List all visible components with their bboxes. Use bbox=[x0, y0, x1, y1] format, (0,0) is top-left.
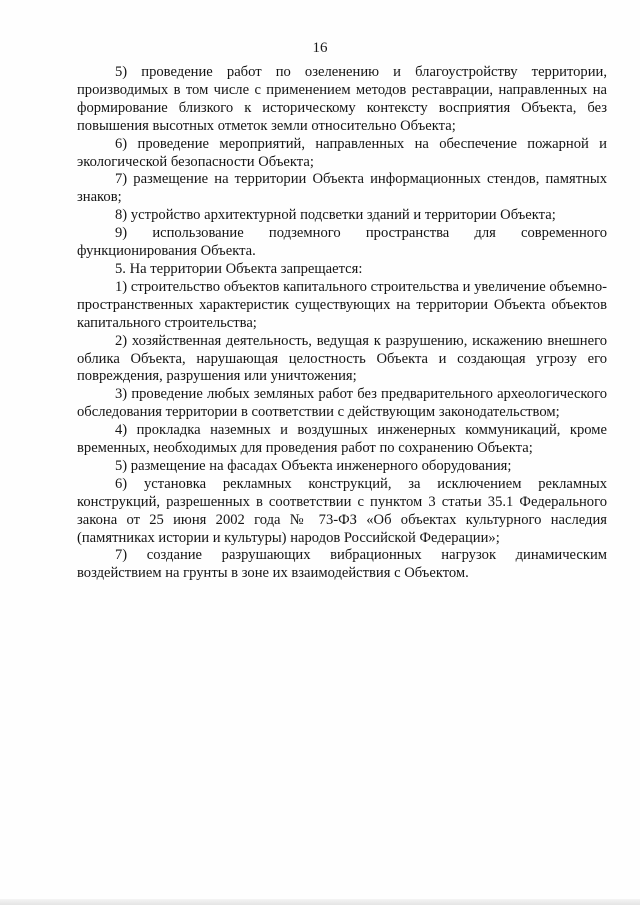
list-item-8-lighting: 8) устройство архитектурной подсветки зданий и территории Объекта; bbox=[115, 207, 556, 224]
list-item-5-landscaping: 5) проведение работ по озеленению и благоустройству территории, производимых в том числе с применением методов реставрации, направленных на формирование близкого к историческому контексту восприятия Объекта, без повышения высотных отметок земли относительно Объекта; bbox=[77, 64, 607, 134]
prohibited-item-4-utilities: 4) прокладка наземных и воздушных инженерных коммуникаций, кроме временных, необходимых для проведения работ по сохранению Объекта; bbox=[77, 422, 607, 457]
scan-bottom-edge bbox=[0, 899, 640, 905]
prohibited-item-3-earthworks: 3) проведение любых земляных работ без предварительного археологического обследования территории в соответствии с действующим законодательством; bbox=[77, 386, 607, 421]
prohibited-item-1-construction: 1) строительство объектов капитального строительства и увеличение объемно-пространственных характеристик существующих на территории Объекта объектов капитального строительства; bbox=[77, 278, 607, 331]
prohibited-item-5-facade-equipment: 5) размещение на фасадах Объекта инженерного оборудования; bbox=[115, 457, 512, 474]
list-item-9-underground: 9) использование подземного пространства для современного функционирования Объекта. bbox=[77, 225, 607, 260]
prohibited-item-6-advertising: 6) установка рекламных конструкций, за исключением рекламных конструкций, разрешенных в соответствии с пунктом 3 статьи 35.1 Федерального закона от 25 июня 2002 года № 73-ФЗ «Об объектах культурного наследия (памятниках истории и культуры) народов Российской Федерации»; bbox=[77, 475, 607, 546]
prohibited-item-2-economic-activity: 2) хозяйственная деятельность, ведущая к разрушению, искажению внешнего облика Объекта, нарушающая целостность Объекта и создающая угрозу его повреждения, разрушения или уничтожения; bbox=[77, 332, 607, 385]
prohibited-item-7-vibration: 7) создание разрушающих вибрационных нагрузок динамическим воздействием на грунты в зоне их взаимодействия с Объектом. bbox=[77, 547, 607, 582]
list-item-6-fire-safety: 6) проведение мероприятий, направленных на обеспечение пожарной и экологической безопасности Объекта; bbox=[77, 135, 607, 170]
document-body bbox=[77, 64, 607, 583]
section-heading-prohibited: 5. На территории Объекта запрещается: bbox=[115, 260, 363, 277]
list-item-7-info-stands: 7) размещение на территории Объекта информационных стендов, памятных знаков; bbox=[77, 171, 607, 206]
page-number: 16 bbox=[312, 40, 328, 56]
